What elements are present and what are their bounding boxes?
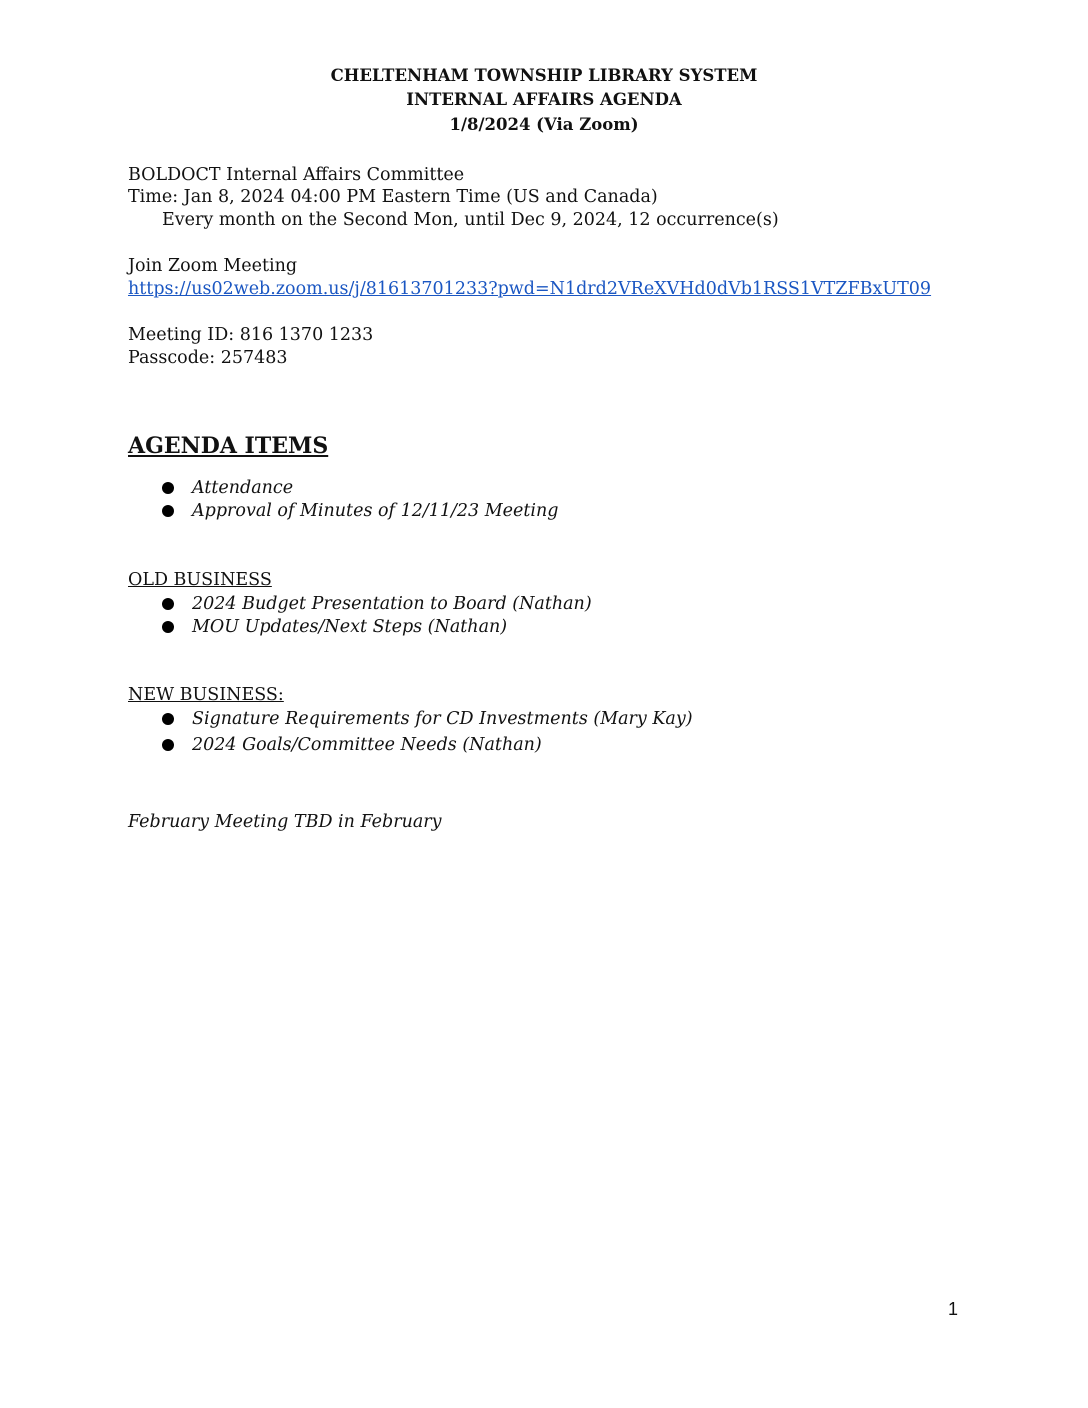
meeting-id: Meeting ID: 816 1370 1233	[128, 325, 374, 345]
passcode: Passcode: 257483	[128, 348, 288, 368]
meeting-time: Time: Jan 8, 2024 04:00 PM Eastern Time (US and Canada)	[128, 187, 658, 207]
footer-note: February Meeting TBD in February	[128, 812, 442, 832]
org-title: CHELTENHAM TOWNSHIP LIBRARY SYSTEM	[330, 66, 758, 85]
meeting-date: 1/8/2024 (Via Zoom)	[449, 115, 639, 134]
bullet-icon	[162, 713, 174, 725]
old-business-item: 2024 Budget Presentation to Board (Nathan)	[192, 594, 592, 614]
page-number: 1	[948, 1299, 959, 1319]
bullet-icon	[162, 621, 174, 633]
bullet-icon	[162, 505, 174, 517]
new-business-title: NEW BUSINESS:	[128, 685, 284, 705]
agenda-item: Attendance	[192, 478, 294, 498]
meeting-recurrence: Every month on the Second Mon, until Dec 9, 2024, 12 occurrence(s)	[162, 210, 779, 230]
committee-name: BOLDOCT Internal Affairs Committee	[128, 165, 465, 185]
agenda-items-title: AGENDA ITEMS	[128, 433, 329, 459]
bullet-icon	[162, 482, 174, 494]
old-business-title: OLD BUSINESS	[128, 570, 272, 590]
new-business-item: Signature Requirements for CD Investments (Mary Kay)	[192, 709, 693, 729]
join-label: Join Zoom Meeting	[128, 256, 298, 276]
bullet-icon	[162, 598, 174, 610]
old-business-item: MOU Updates/Next Steps (Nathan)	[192, 617, 508, 637]
agenda-item: Approval of Minutes of 12/11/23 Meeting	[192, 501, 559, 521]
bullet-icon	[162, 739, 174, 751]
zoom-link[interactable]: https://us02web.zoom.us/j/81613701233?pwd=N1drd2VReXVHd0dVb1RSS1VTZFBxUT09	[128, 279, 932, 299]
agenda-heading: INTERNAL AFFAIRS AGENDA	[406, 90, 682, 109]
new-business-item: 2024 Goals/Committee Needs (Nathan)	[192, 735, 542, 755]
